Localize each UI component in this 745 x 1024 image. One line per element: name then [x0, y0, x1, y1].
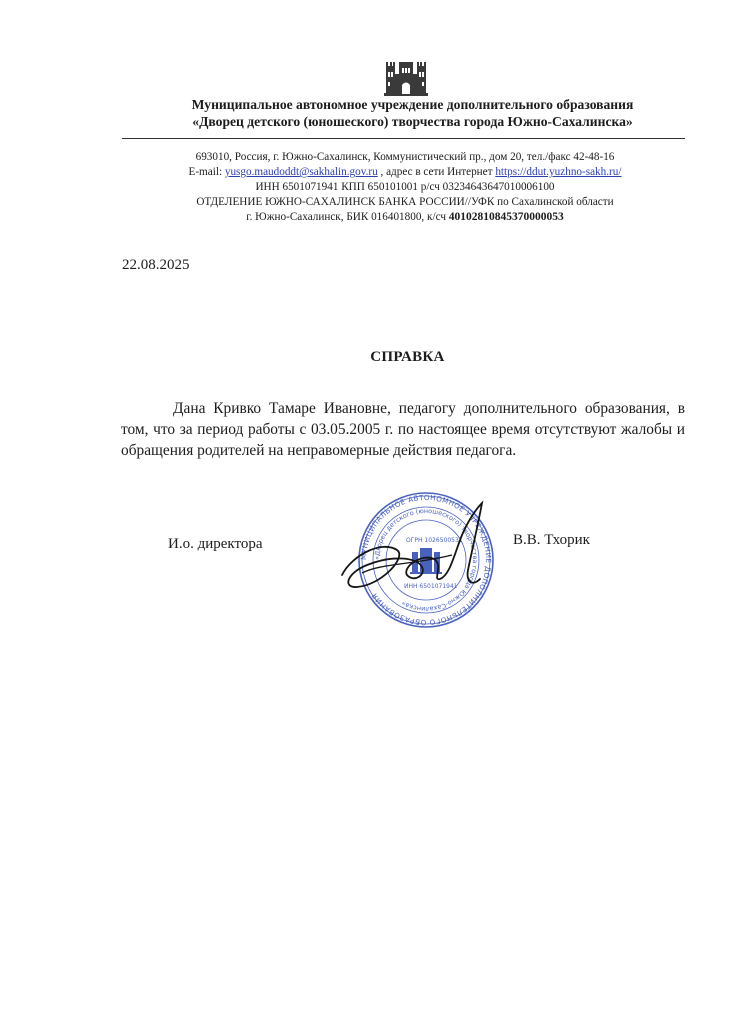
inn-line: ИНН 6501071941 КПП 650101001 р/сч 03234643647010006100 — [255, 181, 555, 193]
stamp-inner-text: «Дворец детского (юношеского) творчества города Южно-Сахалинска» — [372, 506, 480, 614]
address-line: 693010, Россия, г. Южно-Сахалинск, Коммунистический пр., дом 20, тел./факс 42-48-16 — [195, 151, 615, 163]
organization-line-1: Муниципальное автономное учреждение дополнительного образования — [191, 97, 634, 112]
stamp-outer-text: МУНИЦИПАЛЬНОЕ АВТОНОМНОЕ УЧРЕЖДЕНИЕ ДОПОЛНИТЕЛЬНОГО ОБРАЗОВАНИЯ — [358, 492, 494, 628]
web-prefix: , адрес в сети Интернет — [377, 166, 496, 178]
email-web-line — [120, 165, 690, 180]
website-link[interactable]: https://ddut.yuzhno-sakh.ru/ — [495, 166, 622, 178]
signatory-name: В.В. Тхорик — [513, 532, 590, 548]
organization-name — [120, 96, 705, 130]
stamp-ogrn: ОГРН 1026500531 — [406, 537, 463, 544]
correspondent-account: 40102810845370000053 — [448, 211, 564, 223]
document-date: 22.08.2025 — [122, 257, 190, 273]
bank-line: ОТДЕЛЕНИЕ ЮЖНО-САХАЛИНСК БАНКА РОССИИ//УФК по Сахалинской области — [196, 196, 614, 208]
document-title: СПРАВКА — [370, 349, 445, 365]
document-body — [121, 398, 685, 461]
header-divider — [122, 138, 685, 139]
body-paragraph: Дана Кривко Тамаре Ивановне, педагогу дополнительного образования, в том, что за период работы с 03.05.2005 г. по настоящее время отсутствуют жалобы и обращения родителей на неправомерные действия педагога. — [121, 400, 685, 459]
castle-icon — [384, 60, 428, 96]
handwritten-signature — [322, 495, 502, 605]
bik-line — [120, 210, 690, 225]
contact-block — [120, 150, 690, 225]
email-prefix: E-mail: — [188, 166, 225, 178]
stamp-inn: ИНН 6501071941 — [404, 583, 458, 590]
email-link[interactable]: yusgo.maudoddt@sakhalin.gov.ru — [224, 166, 378, 178]
bik-prefix: г. Южно-Сахалинск, БИК 016401800, к/сч — [246, 211, 449, 223]
signatory-role: И.о. директора — [168, 536, 263, 552]
organization-line-2: «Дворец детского (юношеского) творчества города Южно-Сахалинска» — [192, 114, 633, 129]
